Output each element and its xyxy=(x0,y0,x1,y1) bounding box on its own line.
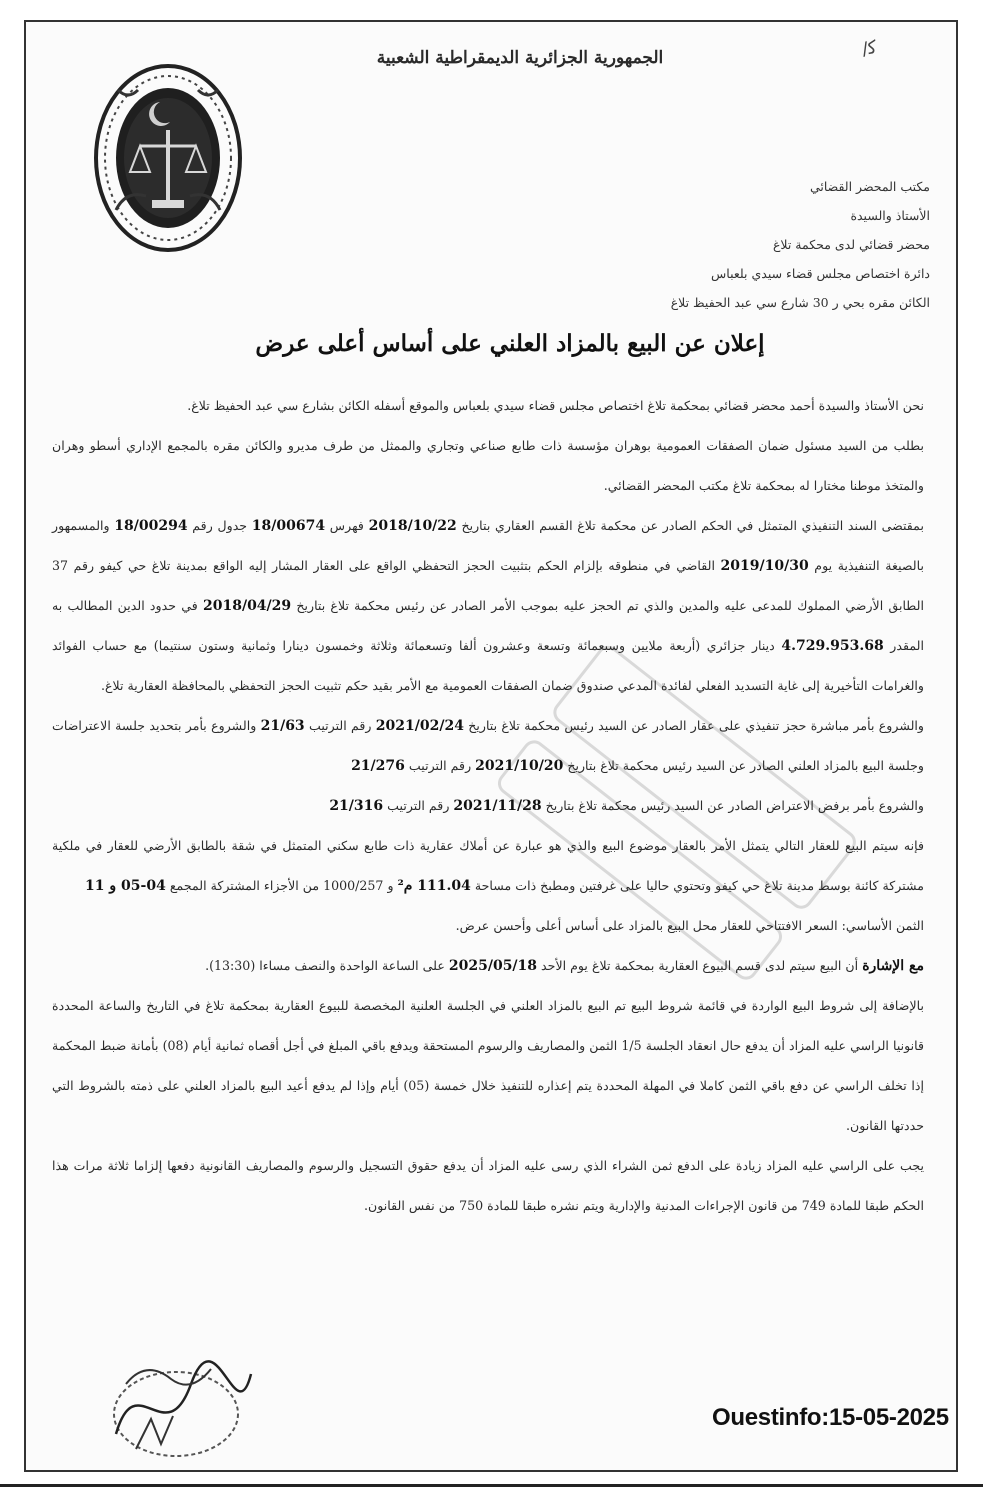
office-line: دائرة اختصاص مجلس قضاء سيدي بلعباس xyxy=(711,266,930,281)
order-rank: 21/63 xyxy=(260,718,305,734)
paragraph-sale-date xyxy=(52,946,924,986)
announcement-title: إعلان عن البيع بالمزاد العلني على أساس أعلى عرض xyxy=(255,330,765,357)
paragraph-judgment xyxy=(52,506,924,706)
judgment-date: 2018/10/22 xyxy=(368,518,457,534)
objection-text: رقم الترتيب xyxy=(387,798,450,813)
objection-text: والشروع بأمر برفض الاعتراض الصادر عن السيد رئيس محكمة تلاغ بتاريخ xyxy=(545,798,924,813)
debt-amount: 4.729.953.68 xyxy=(781,638,884,654)
property-text: فإنه سيتم البيع للعقار التالي يتمثل الأمر بالعقار موضوع البيع والذي هو عبارة عن أملاك عقارية ذات طابع سكني المتمثل في شقة بالطابق الأرضي للعقار في ملكية مشتركة كائنة بوسط مدينة تلاغ حي كيفو وتحتوي حاليا على غرفتين ومطبخ ذات مساحة xyxy=(52,838,924,893)
corner-handwritten-mark: ﮐ/ xyxy=(860,36,879,61)
enforcement-date: 2019/10/30 xyxy=(720,558,809,574)
judgment-text: دينار جزائري (أربعة ملايين وسبعمائة وتسعة وعشرون ألفا وتسعمائة وثلاثة وخمسون دينارا وثمانية وستون سنتيما) مع حساب الفوائد والغرامات التأخيرية إلى غاية التسديد الفعلي لفائدة المدعي صندوق ضمان الصفقات العمومية مع الأمر بقيد حكم تثبيت الحجز التحفظي بالمحافظة العقارية تلاغ. xyxy=(52,638,924,693)
judgment-text: في حدود الدين المطالب به المقدر xyxy=(52,598,924,653)
objection-rank: 21/316 xyxy=(329,798,384,814)
office-line: الأستاذ والسيدة xyxy=(850,208,930,223)
objection-date: 2021/11/28 xyxy=(453,798,542,814)
note-label: مع الإشارة xyxy=(862,958,924,974)
judgment-text: القاضي في منطوقه بإلزام الحكم بتثبيت الحجز التحفظي الواقع على العقار المشار إليه الواقع بمدينة تلاغ حي كيفو رقم 37 الطابق الأرضي المملوك للمدعى عليه والمدين والذي تم الحجز عليه بموجب الأمر الصادر عن رئيس محكمة تلاغ بتاريخ xyxy=(52,558,924,613)
judgment-text: جدول رقم xyxy=(192,518,248,533)
office-line: الكائن مقره بحي ر 30 شارع سي عبد الحفيظ تلاغ xyxy=(670,295,930,310)
paragraph-bailiff: نحن الأستاذ والسيدة أحمد محضر قضائي بمحكمة تلاغ اختصاص مجلس قضاء سيدي بلعباس والموقع أسفله الكائن بشارع سي عبد الحفيظ تلاغ. xyxy=(187,398,924,413)
republic-header: الجمهورية الجزائرية الديمقراطية الشعبية xyxy=(376,48,664,68)
property-text: و 1000/257 من الأجزاء المشتركة المجمع xyxy=(169,878,394,893)
paragraph-requester: بطلب من السيد مسئول ضمان الصفقات العمومية بوهران مؤسسة ذات طابع صناعي وتجاري والممثل من طرف مديرو والكائن مقره بالمجمع الإداري أسطو وهران والمتخذ موطنا مختارا له بمحكمة تلاغ مكتب المحضر القضائي. xyxy=(52,438,924,493)
orders-text: والشروع بأمر بتحديد جلسة الاعتراضات وجلسة البيع بالمزاد العلني الصادر عن السيد رئيس محكمة تلاغ بتاريخ xyxy=(52,718,924,773)
bailiff-office-block xyxy=(575,172,930,317)
orders-text: رقم الترتيب xyxy=(408,758,472,773)
paragraph-objection xyxy=(52,786,924,826)
office-line: مكتب المحضر القضائي xyxy=(809,179,930,194)
announcement-body xyxy=(52,386,924,1226)
judgment-text: فهرس xyxy=(329,518,364,533)
paragraph-base-price: الثمن الأساسي: السعر الافتتاحي للعقار محل البيع بالمزاد على أساس أعلى وأحسن عرض. xyxy=(455,918,924,933)
orders-text: رقم الترتيب xyxy=(308,718,372,733)
order-rank: 21/276 xyxy=(351,758,405,774)
order-date: 2021/02/24 xyxy=(375,718,464,734)
orders-text: والشروع بأمر مباشرة حجز تنفيذي على عقار الصادر عن السيد رئيس محكمة تلاغ بتاريخ xyxy=(468,718,924,733)
paragraph-property xyxy=(52,826,924,906)
sale-text: على الساعة الواحدة والنصف مساءا (13:30). xyxy=(205,958,445,973)
stamp-signature-icon xyxy=(96,1344,266,1464)
court-scales-seal-icon xyxy=(88,60,248,260)
sale-text: أن البيع سيتم لدى قسم البيوع العقارية بمحكمة تلاغ يوم الأحد xyxy=(541,958,859,973)
publication-source-tag: Ouestinfo:15-05-2025 xyxy=(712,1404,949,1431)
office-line: محضر قضائي لدى محكمة تلاغ xyxy=(772,237,930,252)
property-area: 111.04 م² xyxy=(397,878,471,894)
order-date: 2021/10/20 xyxy=(475,758,564,774)
judgment-index: 18/00674 xyxy=(251,518,326,534)
judgment-text: والمسمهور بالصيغة التنفيذية يوم xyxy=(52,518,924,573)
seizure-order-date: 2018/04/29 xyxy=(202,598,292,614)
paragraph-conditions: بالإضافة إلى شروط البيع الواردة في قائمة شروط البيع تم البيع بالمزاد العلني في الجلسة العلنية المخصصة للبيوع العقارية بمحكمة تلاغ في التاريخ والساعة المحددة قانونيا الراسي عليه المزاد أن يدفع حال انعقاد الجلسة 1/5 الثمن والمصاريف والرسوم المستحقة ويدفع باقي المبلغ في أجل أقصاه ثمانية أيام (08) بأمانة ضبط المحكمة إذا تخلف الراسي عن دفع باقي الثمن كاملا في المهلة المحددة يتم إعذاره للتنفيذ خلال خمسة (05) أيام وإذا لم يدفع أعيد البيع بالمزاد العلني على ذمته بالشروط التي حددتها القانون. xyxy=(52,998,925,1133)
sale-date: 2025/05/18 xyxy=(448,958,538,974)
judgment-table-number: 18/00294 xyxy=(114,518,188,534)
paragraph-orders xyxy=(52,706,924,786)
bottom-divider xyxy=(0,1484,983,1487)
property-lots: 04-05 و 11 xyxy=(85,878,166,894)
judgment-text: بمقتضى السند التنفيذي المتمثل في الحكم الصادر عن محكمة تلاغ القسم العقاري بتاريخ xyxy=(461,518,924,533)
paragraph-fees: يجب على الراسي عليه المزاد زيادة على الدفع ثمن الشراء الذي رسى عليه المزاد أن يدفع حقوق التسجيل والرسوم والمصاريف القانونية دفعها إلزاما ثلاثة مرات هذا الحكم طبقا للمادة 749 من قانون الإجراءات المدنية والإدارية ويتم نشره طبقا للمادة 750 من نفس القانون. xyxy=(52,1158,924,1213)
